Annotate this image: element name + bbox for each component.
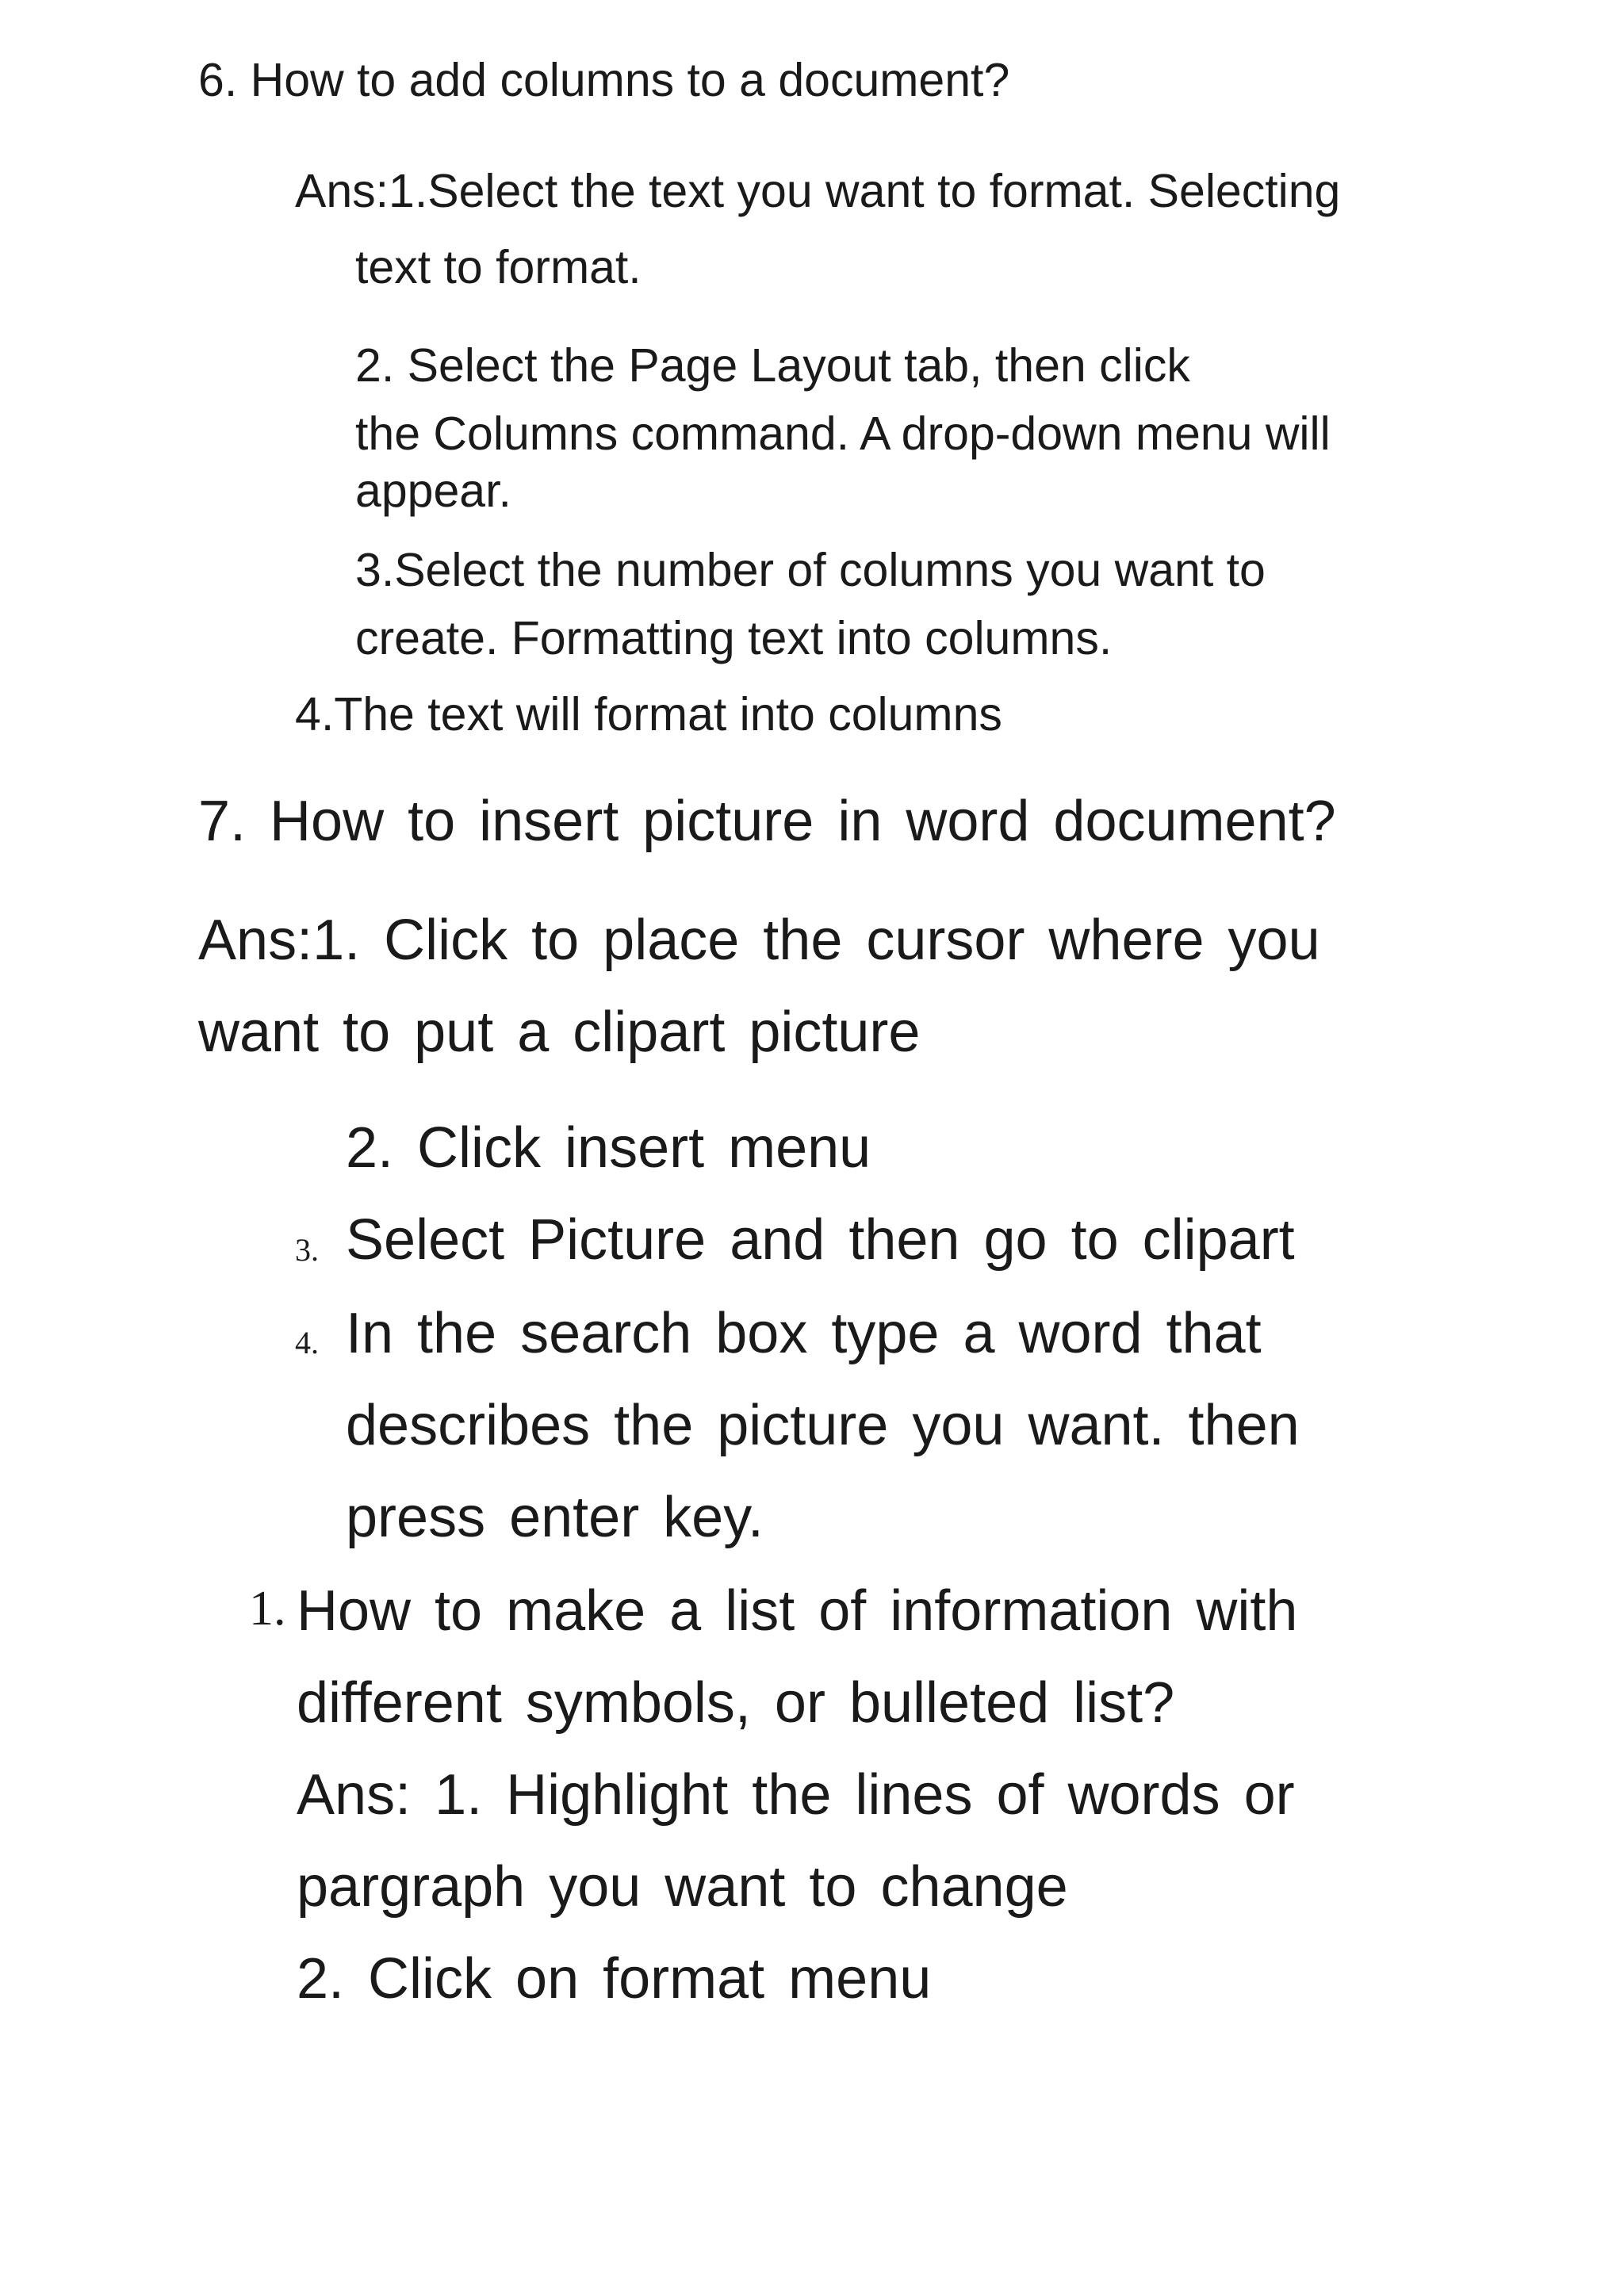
q7-answer-step2: 2. Click insert menu [346,1116,871,1180]
question-7: 7. How to insert picture in word document? [198,790,1336,853]
q7-answer-step3-number: 3. [295,1232,319,1268]
q7-answer-step4-line2: describes the picture you want. then [346,1394,1300,1457]
list-answer-step1-line2: pargraph you want to change [297,1855,1068,1919]
list-question-line2: different symbols, or bulleted list? [297,1671,1175,1735]
q6-answer-step1-line2: text to format. [355,241,642,293]
q6-answer-step4: 4.The text will format into columns [295,688,1002,740]
q6-answer-step2-line1: 2. Select the Page Layout tab, then click [355,339,1190,392]
q7-answer-step1-line2: want to put a clipart picture [198,1001,921,1064]
q7-answer-step3: Select Picture and then go to clipart [346,1208,1295,1272]
list-question-number: 1. [249,1582,286,1636]
q6-answer-step3-line1: 3.Select the number of columns you want to [355,544,1266,596]
q7-answer-step4-number: 4. [295,1325,319,1360]
q6-answer-step3-line2: create. Formatting text into columns. [355,612,1113,664]
q6-answer-step2-line3: appear. [355,465,511,517]
q7-answer-step1-line1: Ans:1. Click to place the cursor where you [198,909,1320,972]
q7-answer-step4-line3: press enter key. [346,1486,764,1549]
question-6: 6. How to add columns to a document? [198,54,1010,106]
q7-answer-step4-line1: In the search box type a word that [346,1302,1262,1365]
list-answer-step2: 2. Click on format menu [297,1947,932,2011]
q6-answer-step1-line1: Ans:1.Select the text you want to format. Selecting [295,165,1341,217]
list-question-line1: How to make a list of information with [297,1579,1298,1643]
q6-answer-step2-line2: the Columns command. A drop-down menu will [355,408,1331,460]
list-answer-step1-line1: Ans: 1. Highlight the lines of words or [297,1763,1295,1827]
